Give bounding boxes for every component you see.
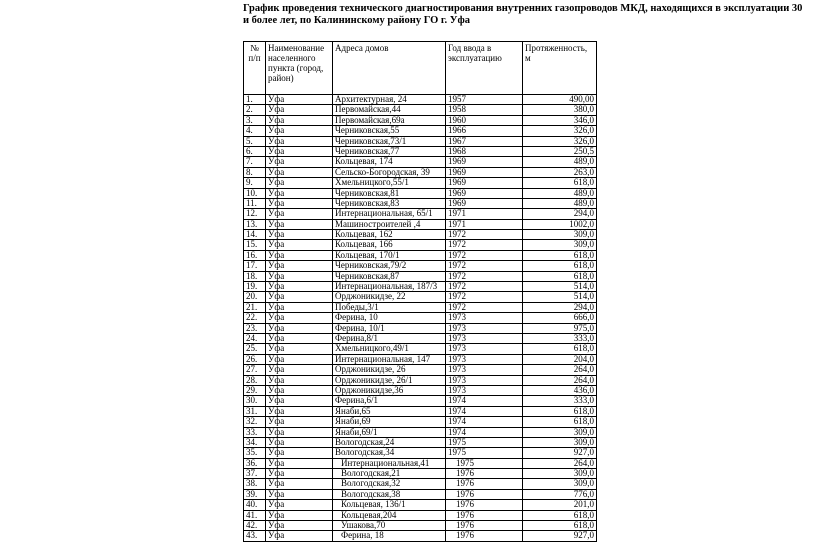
- row-city: Уфа: [266, 219, 333, 229]
- row-city: Уфа: [266, 333, 333, 343]
- row-year: 1974: [446, 406, 523, 416]
- row-number: 21.: [244, 302, 266, 312]
- header-address: Адреса домов: [333, 42, 446, 95]
- table-row: [244, 219, 597, 229]
- row-length: 201,0: [523, 500, 597, 510]
- row-length: 333,0: [523, 333, 597, 343]
- row-length: 309,0: [523, 469, 597, 479]
- table-row: [244, 365, 597, 375]
- row-year: 1969: [446, 188, 523, 198]
- row-length: 309,0: [523, 230, 597, 240]
- row-year: 1973: [446, 365, 523, 375]
- row-year: 1972: [446, 230, 523, 240]
- row-city: Уфа: [266, 167, 333, 177]
- row-number: 33.: [244, 427, 266, 437]
- row-city: Уфа: [266, 510, 333, 520]
- row-city: Уфа: [266, 230, 333, 240]
- row-length: 489,0: [523, 157, 597, 167]
- row-year: 1973: [446, 313, 523, 323]
- table-row: [244, 479, 597, 489]
- row-address: Черниковская,81: [333, 188, 446, 198]
- table-row: [244, 489, 597, 499]
- row-number: 29.: [244, 385, 266, 395]
- row-address: Хмельницкого,49/1: [333, 344, 446, 354]
- row-city: Уфа: [266, 375, 333, 385]
- row-year: 1972: [446, 250, 523, 260]
- row-city: Уфа: [266, 479, 333, 489]
- row-city: Уфа: [266, 313, 333, 323]
- row-number: 1.: [244, 95, 266, 105]
- row-city: Уфа: [266, 209, 333, 219]
- row-number: 20.: [244, 292, 266, 302]
- row-city: Уфа: [266, 531, 333, 541]
- row-city: Уфа: [266, 521, 333, 531]
- row-length: 326,0: [523, 136, 597, 146]
- row-length: 618,0: [523, 510, 597, 520]
- row-number: 42.: [244, 521, 266, 531]
- row-city: Уфа: [266, 146, 333, 156]
- row-city: Уфа: [266, 157, 333, 167]
- row-year: 1966: [446, 126, 523, 136]
- row-length: 618,0: [523, 344, 597, 354]
- table-row: [244, 510, 597, 520]
- row-length: 294,0: [523, 302, 597, 312]
- row-year: 1972: [446, 282, 523, 292]
- row-address: Хмельницкого,55/1: [333, 178, 446, 188]
- row-length: 263,0: [523, 167, 597, 177]
- row-city: Уфа: [266, 198, 333, 208]
- table-row: [244, 271, 597, 281]
- table-row: [244, 209, 597, 219]
- row-address: Машиностроителей ,4: [333, 219, 446, 229]
- row-length: 264,0: [523, 458, 597, 468]
- row-number: 13.: [244, 219, 266, 229]
- table-row: [244, 188, 597, 198]
- row-length: 666,0: [523, 313, 597, 323]
- row-city: Уфа: [266, 458, 333, 468]
- table-row: [244, 261, 597, 271]
- row-year: 1969: [446, 167, 523, 177]
- row-address: Сельско-Богородская, 39: [333, 167, 446, 177]
- row-length: 618,0: [523, 521, 597, 531]
- row-address: Вологодская,32: [333, 479, 446, 489]
- row-length: 618,0: [523, 178, 597, 188]
- row-length: 436,0: [523, 385, 597, 395]
- row-length: 264,0: [523, 375, 597, 385]
- row-number: 4.: [244, 126, 266, 136]
- table-row: [244, 406, 597, 416]
- row-number: 35.: [244, 448, 266, 458]
- row-number: 14.: [244, 230, 266, 240]
- table-row: [244, 146, 597, 156]
- row-city: Уфа: [266, 250, 333, 260]
- table-row: [244, 521, 597, 531]
- row-address: Интернациональная,41: [333, 458, 446, 468]
- row-number: 16.: [244, 250, 266, 260]
- row-number: 37.: [244, 469, 266, 479]
- row-number: 27.: [244, 365, 266, 375]
- row-year: 1976: [446, 521, 523, 531]
- row-city: Уфа: [266, 396, 333, 406]
- row-address: Первомайская,44: [333, 105, 446, 115]
- row-length: 490,00: [523, 95, 597, 105]
- row-address: Янаби,69/1: [333, 427, 446, 437]
- row-number: 40.: [244, 500, 266, 510]
- table-row: [244, 531, 597, 541]
- row-address: Черниковская,55: [333, 126, 446, 136]
- row-number: 11.: [244, 198, 266, 208]
- row-number: 30.: [244, 396, 266, 406]
- row-number: 28.: [244, 375, 266, 385]
- table-row: [244, 136, 597, 146]
- row-number: 8.: [244, 167, 266, 177]
- row-length: 514,0: [523, 292, 597, 302]
- row-year: 1967: [446, 136, 523, 146]
- row-length: 380,0: [523, 105, 597, 115]
- row-address: Кольцевая, 136/1: [333, 500, 446, 510]
- table-row: [244, 157, 597, 167]
- row-city: Уфа: [266, 365, 333, 375]
- row-city: Уфа: [266, 136, 333, 146]
- table-row: [244, 105, 597, 115]
- table-row: [244, 437, 597, 447]
- row-address: Ферина,6/1: [333, 396, 446, 406]
- row-year: 1971: [446, 219, 523, 229]
- header-length: Протяженность, м: [523, 42, 597, 95]
- row-address: Кольцевая,204: [333, 510, 446, 520]
- row-length: 618,0: [523, 261, 597, 271]
- row-number: 10.: [244, 188, 266, 198]
- row-number: 2.: [244, 105, 266, 115]
- table-row: [244, 500, 597, 510]
- table-row: [244, 230, 597, 240]
- row-city: Уфа: [266, 240, 333, 250]
- row-number: 3.: [244, 115, 266, 125]
- row-year: 1972: [446, 302, 523, 312]
- table-row: [244, 396, 597, 406]
- row-city: Уфа: [266, 323, 333, 333]
- table-row: [244, 115, 597, 125]
- row-address: Вологодская,34: [333, 448, 446, 458]
- row-address: Вологодская,38: [333, 489, 446, 499]
- row-number: 32.: [244, 417, 266, 427]
- row-length: 927,0: [523, 531, 597, 541]
- schedule-table: [243, 41, 597, 542]
- row-address: Архитектурная, 24: [333, 95, 446, 105]
- row-address: Вологодская,24: [333, 437, 446, 447]
- row-number: 19.: [244, 282, 266, 292]
- row-city: Уфа: [266, 126, 333, 136]
- row-length: 618,0: [523, 271, 597, 281]
- row-number: 12.: [244, 209, 266, 219]
- row-length: 489,0: [523, 198, 597, 208]
- row-address: Черниковская,79/2: [333, 261, 446, 271]
- row-year: 1974: [446, 417, 523, 427]
- row-length: 776,0: [523, 489, 597, 499]
- row-number: 24.: [244, 333, 266, 343]
- row-number: 43.: [244, 531, 266, 541]
- row-year: 1973: [446, 323, 523, 333]
- table-header: [244, 42, 597, 95]
- row-year: 1969: [446, 178, 523, 188]
- row-city: Уфа: [266, 344, 333, 354]
- row-address: Победы,3/1: [333, 302, 446, 312]
- row-year: 1975: [446, 458, 523, 468]
- row-number: 38.: [244, 479, 266, 489]
- row-year: 1974: [446, 427, 523, 437]
- row-number: 26.: [244, 354, 266, 364]
- header-num: № п/п: [244, 42, 266, 95]
- row-number: 34.: [244, 437, 266, 447]
- row-length: 250,5: [523, 146, 597, 156]
- row-length: 618,0: [523, 250, 597, 260]
- row-number: 17.: [244, 261, 266, 271]
- row-city: Уфа: [266, 95, 333, 105]
- row-address: Ферина, 10/1: [333, 323, 446, 333]
- row-year: 1969: [446, 157, 523, 167]
- row-address: Интернациональная, 65/1: [333, 209, 446, 219]
- row-address: Ферина,8/1: [333, 333, 446, 343]
- row-city: Уфа: [266, 385, 333, 395]
- row-year: 1972: [446, 261, 523, 271]
- row-address: Черниковская,77: [333, 146, 446, 156]
- row-length: 333,0: [523, 396, 597, 406]
- row-number: 25.: [244, 344, 266, 354]
- row-year: 1973: [446, 354, 523, 364]
- row-number: 9.: [244, 178, 266, 188]
- row-city: Уфа: [266, 417, 333, 427]
- row-length: 489,0: [523, 188, 597, 198]
- row-address: Интернациональная, 187/3: [333, 282, 446, 292]
- row-address: Кольцевая, 174: [333, 157, 446, 167]
- table-row: [244, 198, 597, 208]
- row-length: 514,0: [523, 282, 597, 292]
- table-row: [244, 95, 597, 105]
- row-address: Кольцевая, 170/1: [333, 250, 446, 260]
- row-year: 1976: [446, 479, 523, 489]
- row-year: 1976: [446, 531, 523, 541]
- row-number: 41.: [244, 510, 266, 520]
- row-city: Уфа: [266, 292, 333, 302]
- document-title: График проведения технического диагностирования внутренних газопроводов МКД, находящихся в эксплуатации 30 и более лет, по Калининскому району ГО г. Уфа: [243, 3, 803, 26]
- row-year: 1973: [446, 333, 523, 343]
- row-address: Черниковская,83: [333, 198, 446, 208]
- row-length: 346,0: [523, 115, 597, 125]
- row-length: 618,0: [523, 406, 597, 416]
- row-city: Уфа: [266, 427, 333, 437]
- table-row: [244, 323, 597, 333]
- row-address: Черниковская,87: [333, 271, 446, 281]
- row-city: Уфа: [266, 500, 333, 510]
- row-number: 31.: [244, 406, 266, 416]
- row-year: 1976: [446, 510, 523, 520]
- row-address: Вологодская,21: [333, 469, 446, 479]
- table-row: [244, 167, 597, 177]
- row-year: 1973: [446, 375, 523, 385]
- row-city: Уфа: [266, 448, 333, 458]
- row-number: 7.: [244, 157, 266, 167]
- table-row: [244, 126, 597, 136]
- table-row: [244, 178, 597, 188]
- table-row: [244, 240, 597, 250]
- table-row: [244, 333, 597, 343]
- row-year: 1968: [446, 146, 523, 156]
- row-city: Уфа: [266, 282, 333, 292]
- header-year: Год ввода в эксплуатацию: [446, 42, 523, 95]
- row-length: 618,0: [523, 417, 597, 427]
- row-address: Кольцевая, 162: [333, 230, 446, 240]
- row-number: 23.: [244, 323, 266, 333]
- row-number: 39.: [244, 489, 266, 499]
- row-address: Ферина, 10: [333, 313, 446, 323]
- row-city: Уфа: [266, 188, 333, 198]
- row-number: 22.: [244, 313, 266, 323]
- table-row: [244, 354, 597, 364]
- row-length: 309,0: [523, 240, 597, 250]
- table-row: [244, 448, 597, 458]
- row-city: Уфа: [266, 489, 333, 499]
- table-body: [244, 95, 597, 542]
- row-address: Орджоникидзе, 26/1: [333, 375, 446, 385]
- row-year: 1958: [446, 105, 523, 115]
- row-address: Ушакова,70: [333, 521, 446, 531]
- row-number: 5.: [244, 136, 266, 146]
- table-row: [244, 469, 597, 479]
- row-year: 1972: [446, 271, 523, 281]
- header-settlement: Наименование населенного пункта (город, район): [266, 42, 333, 95]
- row-address: Янаби,65: [333, 406, 446, 416]
- row-city: Уфа: [266, 105, 333, 115]
- row-length: 309,0: [523, 479, 597, 489]
- row-number: 6.: [244, 146, 266, 156]
- row-number: 36.: [244, 458, 266, 468]
- row-year: 1976: [446, 500, 523, 510]
- table-row: [244, 427, 597, 437]
- row-length: 326,0: [523, 126, 597, 136]
- row-length: 294,0: [523, 209, 597, 219]
- row-address: Интернациональная, 147: [333, 354, 446, 364]
- row-city: Уфа: [266, 354, 333, 364]
- row-year: 1969: [446, 198, 523, 208]
- row-year: 1957: [446, 95, 523, 105]
- row-year: 1976: [446, 469, 523, 479]
- table-row: [244, 302, 597, 312]
- table-row: [244, 282, 597, 292]
- row-city: Уфа: [266, 437, 333, 447]
- row-length: 264,0: [523, 365, 597, 375]
- row-length: 309,0: [523, 437, 597, 447]
- table-row: [244, 313, 597, 323]
- row-year: 1973: [446, 344, 523, 354]
- row-year: 1975: [446, 437, 523, 447]
- row-city: Уфа: [266, 178, 333, 188]
- row-year: 1960: [446, 115, 523, 125]
- row-address: Черниковская,73/1: [333, 136, 446, 146]
- row-year: 1973: [446, 385, 523, 395]
- row-number: 18.: [244, 271, 266, 281]
- row-length: 975,0: [523, 323, 597, 333]
- row-year: 1972: [446, 240, 523, 250]
- table-row: [244, 417, 597, 427]
- table-row: [244, 344, 597, 354]
- row-address: Янаби,69: [333, 417, 446, 427]
- row-length: 309,0: [523, 427, 597, 437]
- row-city: Уфа: [266, 302, 333, 312]
- row-address: Ферина, 18: [333, 531, 446, 541]
- row-year: 1975: [446, 448, 523, 458]
- table-row: [244, 385, 597, 395]
- row-address: Орджоникидзе,36: [333, 385, 446, 395]
- row-length: 927,0: [523, 448, 597, 458]
- table-row: [244, 250, 597, 260]
- row-address: Орджоникидзе, 22: [333, 292, 446, 302]
- table-row: [244, 375, 597, 385]
- row-city: Уфа: [266, 469, 333, 479]
- row-year: 1971: [446, 209, 523, 219]
- row-year: 1976: [446, 489, 523, 499]
- row-number: 15.: [244, 240, 266, 250]
- table-row: [244, 458, 597, 468]
- row-length: 204,0: [523, 354, 597, 364]
- row-address: Орджоникидзе, 26: [333, 365, 446, 375]
- row-city: Уфа: [266, 271, 333, 281]
- row-address: Кольцевая, 166: [333, 240, 446, 250]
- table-row: [244, 292, 597, 302]
- row-city: Уфа: [266, 261, 333, 271]
- row-year: 1974: [446, 396, 523, 406]
- row-city: Уфа: [266, 406, 333, 416]
- row-address: Первомайская,69а: [333, 115, 446, 125]
- row-year: 1972: [446, 292, 523, 302]
- row-length: 1002,0: [523, 219, 597, 229]
- row-city: Уфа: [266, 115, 333, 125]
